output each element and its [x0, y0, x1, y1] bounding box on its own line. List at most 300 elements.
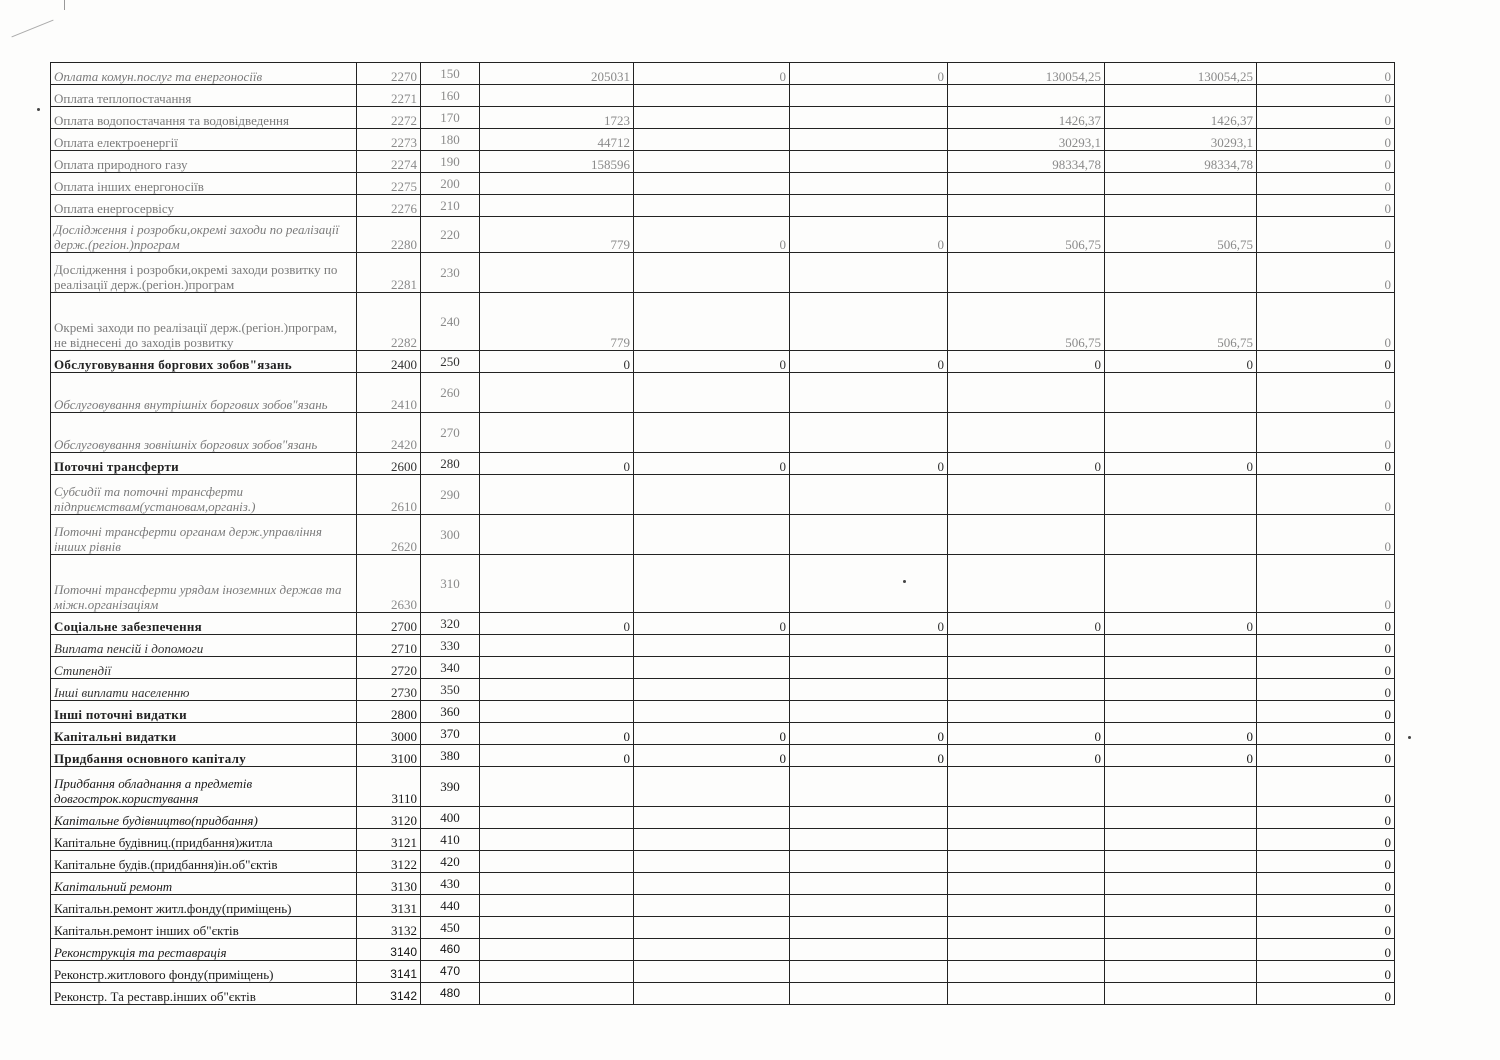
table-row [51, 917, 1395, 939]
item-name: Капітальне будівництво(придбання) [51, 807, 357, 829]
item-name: Реконструкція та реставрація [51, 939, 357, 961]
kekv-code: 2800 [357, 701, 421, 723]
value-col-1 [480, 173, 634, 195]
value-col-4: 30293,1 [948, 129, 1105, 151]
kekv-code: 3131 [357, 895, 421, 917]
row-code: 420 [421, 851, 480, 873]
value-col-1: 44712 [480, 129, 634, 151]
value-col-3 [790, 413, 948, 453]
value-col-1: 0 [480, 745, 634, 767]
table-row [51, 373, 1395, 413]
item-name: Поточні трансферти урядам іноземних держав та міжн.організаціям [51, 555, 357, 613]
kekv-code: 2710 [357, 635, 421, 657]
value-col-5: 0 [1105, 351, 1257, 373]
value-col-6: 0 [1257, 373, 1395, 413]
table-row [51, 895, 1395, 917]
value-col-2 [634, 293, 790, 351]
item-name: Реконстр. Та реставр.інших об"єктів [51, 983, 357, 1005]
value-col-2 [634, 151, 790, 173]
value-col-4 [948, 373, 1105, 413]
value-col-5: 506,75 [1105, 217, 1257, 253]
value-col-3: 0 [790, 745, 948, 767]
kekv-code: 2410 [357, 373, 421, 413]
kekv-code: 3142 [357, 983, 421, 1005]
item-name: Обслуговування внутрішніх боргових зобов"язань [51, 373, 357, 413]
scan-mark [11, 20, 53, 38]
value-col-2 [634, 515, 790, 555]
value-col-1 [480, 939, 634, 961]
value-col-4 [948, 679, 1105, 701]
item-name: Оплата комун.послуг та енергоносіїв [51, 63, 357, 85]
table-row [51, 453, 1395, 475]
row-code: 460 [421, 939, 480, 961]
value-col-5: 0 [1105, 453, 1257, 475]
value-col-5 [1105, 195, 1257, 217]
value-col-3 [790, 939, 948, 961]
value-col-2 [634, 961, 790, 983]
value-col-2 [634, 983, 790, 1005]
table-row [51, 723, 1395, 745]
value-col-1 [480, 475, 634, 515]
value-col-2 [634, 895, 790, 917]
row-code: 230 [421, 253, 480, 293]
row-code: 250 [421, 351, 480, 373]
value-col-6: 0 [1257, 767, 1395, 807]
kekv-code: 2420 [357, 413, 421, 453]
value-col-4: 506,75 [948, 293, 1105, 351]
item-name: Соціальне забезпечення [51, 613, 357, 635]
value-col-6: 0 [1257, 151, 1395, 173]
value-col-5: 0 [1105, 745, 1257, 767]
table-row [51, 613, 1395, 635]
table-row [51, 745, 1395, 767]
value-col-5 [1105, 829, 1257, 851]
value-col-6: 0 [1257, 939, 1395, 961]
table-row [51, 983, 1395, 1005]
value-col-2 [634, 173, 790, 195]
table-row [51, 807, 1395, 829]
value-col-4 [948, 635, 1105, 657]
value-col-6: 0 [1257, 129, 1395, 151]
kekv-code: 2270 [357, 63, 421, 85]
kekv-code: 2271 [357, 85, 421, 107]
table-body [51, 63, 1395, 1005]
table-row [51, 475, 1395, 515]
item-name: Оплата природного газу [51, 151, 357, 173]
value-col-4: 98334,78 [948, 151, 1105, 173]
row-code: 360 [421, 701, 480, 723]
value-col-6: 0 [1257, 413, 1395, 453]
kekv-code: 2281 [357, 253, 421, 293]
table-row [51, 635, 1395, 657]
value-col-6: 0 [1257, 475, 1395, 515]
value-col-2 [634, 635, 790, 657]
value-col-4: 0 [948, 613, 1105, 635]
row-code: 180 [421, 129, 480, 151]
value-col-3 [790, 293, 948, 351]
value-col-2 [634, 373, 790, 413]
value-col-1 [480, 917, 634, 939]
row-code: 150 [421, 63, 480, 85]
value-col-5: 1426,37 [1105, 107, 1257, 129]
kekv-code: 2700 [357, 613, 421, 635]
item-name: Капітальне будів.(придбання)ін.об"єктів [51, 851, 357, 873]
value-col-2 [634, 85, 790, 107]
value-col-2 [634, 107, 790, 129]
value-col-5 [1105, 373, 1257, 413]
value-col-2 [634, 657, 790, 679]
value-col-5: 130054,25 [1105, 63, 1257, 85]
value-col-2 [634, 475, 790, 515]
value-col-1: 1723 [480, 107, 634, 129]
table-row [51, 679, 1395, 701]
value-col-2 [634, 851, 790, 873]
row-code: 220 [421, 217, 480, 253]
value-col-6: 0 [1257, 657, 1395, 679]
table-row [51, 701, 1395, 723]
value-col-6: 0 [1257, 701, 1395, 723]
value-col-1 [480, 851, 634, 873]
value-col-1: 0 [480, 613, 634, 635]
item-name: Оплата водопостачання та водовідведення [51, 107, 357, 129]
value-col-6: 0 [1257, 613, 1395, 635]
value-col-5: 0 [1105, 613, 1257, 635]
value-col-3 [790, 373, 948, 413]
value-col-5 [1105, 515, 1257, 555]
item-name: Окремі заходи по реалізації держ.(регіон.)програм, не віднесені до заходів розвитку [51, 293, 357, 351]
value-col-4: 0 [948, 723, 1105, 745]
item-name: Капітальний ремонт [51, 873, 357, 895]
value-col-6: 0 [1257, 293, 1395, 351]
value-col-3 [790, 555, 948, 613]
value-col-2 [634, 701, 790, 723]
row-code: 280 [421, 453, 480, 475]
value-col-3: 0 [790, 63, 948, 85]
table-row [51, 107, 1395, 129]
kekv-code: 3110 [357, 767, 421, 807]
item-name: Оплата інших енергоносіїв [51, 173, 357, 195]
row-code: 390 [421, 767, 480, 807]
value-col-5 [1105, 961, 1257, 983]
value-col-1 [480, 413, 634, 453]
value-col-1 [480, 983, 634, 1005]
value-col-3: 0 [790, 217, 948, 253]
expenditure-table [50, 62, 1395, 1005]
kekv-code: 2720 [357, 657, 421, 679]
row-code: 480 [421, 983, 480, 1005]
value-col-4 [948, 195, 1105, 217]
value-col-6: 0 [1257, 635, 1395, 657]
kekv-code: 2630 [357, 555, 421, 613]
value-col-6: 0 [1257, 195, 1395, 217]
value-col-6: 0 [1257, 253, 1395, 293]
row-code: 330 [421, 635, 480, 657]
value-col-2 [634, 917, 790, 939]
value-col-1 [480, 807, 634, 829]
value-col-3 [790, 107, 948, 129]
value-col-6: 0 [1257, 173, 1395, 195]
item-name: Обслуговування боргових зобов"язань [51, 351, 357, 373]
value-col-2 [634, 767, 790, 807]
kekv-code: 2272 [357, 107, 421, 129]
value-col-6: 0 [1257, 961, 1395, 983]
row-code: 260 [421, 373, 480, 413]
value-col-6: 0 [1257, 63, 1395, 85]
kekv-code: 3122 [357, 851, 421, 873]
value-col-3 [790, 253, 948, 293]
value-col-5 [1105, 939, 1257, 961]
kekv-code: 3132 [357, 917, 421, 939]
item-name: Капітальн.ремонт житл.фонду(приміщень) [51, 895, 357, 917]
scan-speck [903, 580, 906, 583]
value-col-3: 0 [790, 613, 948, 635]
value-col-4 [948, 961, 1105, 983]
value-col-5 [1105, 657, 1257, 679]
value-col-6: 0 [1257, 851, 1395, 873]
kekv-code: 2600 [357, 453, 421, 475]
item-name: Субсидії та поточні трансферти підприємствам(установам,організ.) [51, 475, 357, 515]
value-col-1: 158596 [480, 151, 634, 173]
value-col-5 [1105, 767, 1257, 807]
item-name: Капітальні видатки [51, 723, 357, 745]
value-col-4: 0 [948, 351, 1105, 373]
value-col-3 [790, 807, 948, 829]
value-col-3 [790, 961, 948, 983]
table-row [51, 413, 1395, 453]
kekv-code: 3141 [357, 961, 421, 983]
kekv-code: 3000 [357, 723, 421, 745]
value-col-5 [1105, 253, 1257, 293]
value-col-1 [480, 657, 634, 679]
item-name: Поточні трансферти органам держ.управління інших рівнів [51, 515, 357, 555]
value-col-5 [1105, 173, 1257, 195]
value-col-5 [1105, 635, 1257, 657]
value-col-4 [948, 657, 1105, 679]
row-code: 350 [421, 679, 480, 701]
value-col-6: 0 [1257, 807, 1395, 829]
value-col-4 [948, 917, 1105, 939]
kekv-code: 3120 [357, 807, 421, 829]
value-col-2 [634, 555, 790, 613]
value-col-3 [790, 829, 948, 851]
value-col-4 [948, 829, 1105, 851]
table-row [51, 293, 1395, 351]
item-name: Дослідження і розробки,окремі заходи розвитку по реалізації держ.(регіон.)програм [51, 253, 357, 293]
row-code: 450 [421, 917, 480, 939]
value-col-6: 0 [1257, 873, 1395, 895]
kekv-code: 2274 [357, 151, 421, 173]
value-col-3 [790, 873, 948, 895]
value-col-3 [790, 767, 948, 807]
table-row [51, 939, 1395, 961]
value-col-6: 0 [1257, 555, 1395, 613]
row-code: 310 [421, 555, 480, 613]
value-col-1 [480, 195, 634, 217]
value-col-6: 0 [1257, 351, 1395, 373]
kekv-code: 3121 [357, 829, 421, 851]
row-code: 210 [421, 195, 480, 217]
value-col-3 [790, 657, 948, 679]
value-col-4 [948, 873, 1105, 895]
kekv-code: 3100 [357, 745, 421, 767]
value-col-6: 0 [1257, 679, 1395, 701]
value-col-5 [1105, 679, 1257, 701]
table-row [51, 195, 1395, 217]
kekv-code: 2276 [357, 195, 421, 217]
value-col-6: 0 [1257, 107, 1395, 129]
value-col-4 [948, 413, 1105, 453]
value-col-4 [948, 851, 1105, 873]
value-col-2 [634, 829, 790, 851]
value-col-3 [790, 151, 948, 173]
value-col-3 [790, 635, 948, 657]
value-col-4 [948, 173, 1105, 195]
scan-speck [1408, 736, 1411, 739]
table-row [51, 351, 1395, 373]
value-col-3 [790, 983, 948, 1005]
value-col-1 [480, 555, 634, 613]
row-code: 380 [421, 745, 480, 767]
value-col-6: 0 [1257, 745, 1395, 767]
row-code: 170 [421, 107, 480, 129]
value-col-4 [948, 475, 1105, 515]
value-col-6: 0 [1257, 983, 1395, 1005]
scan-mark [64, 0, 65, 10]
value-col-5 [1105, 413, 1257, 453]
value-col-6: 0 [1257, 217, 1395, 253]
scan-speck [37, 108, 40, 111]
value-col-3: 0 [790, 453, 948, 475]
value-col-3: 0 [790, 351, 948, 373]
kekv-code: 3130 [357, 873, 421, 895]
row-code: 410 [421, 829, 480, 851]
kekv-code: 2620 [357, 515, 421, 555]
table-row [51, 173, 1395, 195]
item-name: Стипендії [51, 657, 357, 679]
value-col-3 [790, 475, 948, 515]
kekv-code: 2275 [357, 173, 421, 195]
value-col-4 [948, 85, 1105, 107]
value-col-3 [790, 851, 948, 873]
value-col-5 [1105, 555, 1257, 613]
value-col-1: 0 [480, 723, 634, 745]
value-col-5 [1105, 701, 1257, 723]
row-code: 320 [421, 613, 480, 635]
value-col-6: 0 [1257, 917, 1395, 939]
value-col-5 [1105, 85, 1257, 107]
value-col-1 [480, 635, 634, 657]
value-col-1 [480, 85, 634, 107]
value-col-2: 0 [634, 351, 790, 373]
row-code: 440 [421, 895, 480, 917]
value-col-2 [634, 939, 790, 961]
value-col-2 [634, 253, 790, 293]
value-col-4: 130054,25 [948, 63, 1105, 85]
value-col-5 [1105, 895, 1257, 917]
row-code: 370 [421, 723, 480, 745]
item-name: Капітальн.ремонт інших об"єктів [51, 917, 357, 939]
row-code: 400 [421, 807, 480, 829]
value-col-1 [480, 829, 634, 851]
row-code: 430 [421, 873, 480, 895]
value-col-2 [634, 129, 790, 151]
value-col-3 [790, 129, 948, 151]
value-col-1 [480, 373, 634, 413]
value-col-2: 0 [634, 613, 790, 635]
value-col-6: 0 [1257, 85, 1395, 107]
table-row [51, 515, 1395, 555]
kekv-code: 2282 [357, 293, 421, 351]
value-col-5: 506,75 [1105, 293, 1257, 351]
value-col-5 [1105, 983, 1257, 1005]
item-name: Дослідження і розробки,окремі заходи по реалізації держ.(регіон.)програм [51, 217, 357, 253]
item-name: Оплата теплопостачання [51, 85, 357, 107]
value-col-4: 1426,37 [948, 107, 1105, 129]
value-col-1 [480, 701, 634, 723]
item-name: Придбання обладнання а предметів довгострок.користування [51, 767, 357, 807]
value-col-6: 0 [1257, 453, 1395, 475]
value-col-2: 0 [634, 745, 790, 767]
value-col-3 [790, 895, 948, 917]
table-row [51, 129, 1395, 151]
table-row [51, 873, 1395, 895]
value-col-4: 0 [948, 453, 1105, 475]
value-col-5 [1105, 873, 1257, 895]
table-row [51, 829, 1395, 851]
value-col-1 [480, 679, 634, 701]
value-col-2: 0 [634, 453, 790, 475]
value-col-4 [948, 807, 1105, 829]
value-col-1: 0 [480, 453, 634, 475]
item-name: Капітальне будівниц.(придбання)житла [51, 829, 357, 851]
value-col-4: 0 [948, 745, 1105, 767]
item-name: Оплата енергосервісу [51, 195, 357, 217]
row-code: 270 [421, 413, 480, 453]
table-row [51, 217, 1395, 253]
value-col-3 [790, 195, 948, 217]
value-col-1: 779 [480, 293, 634, 351]
kekv-code: 2280 [357, 217, 421, 253]
table-row [51, 555, 1395, 613]
value-col-4 [948, 895, 1105, 917]
value-col-5: 30293,1 [1105, 129, 1257, 151]
item-name: Обслуговування зовнішніх боргових зобов"язань [51, 413, 357, 453]
value-col-5: 0 [1105, 723, 1257, 745]
kekv-code: 2730 [357, 679, 421, 701]
value-col-2 [634, 679, 790, 701]
row-code: 240 [421, 293, 480, 351]
value-col-6: 0 [1257, 515, 1395, 555]
table-row [51, 657, 1395, 679]
value-col-1: 205031 [480, 63, 634, 85]
value-col-3 [790, 701, 948, 723]
item-name: Поточні трансферти [51, 453, 357, 475]
value-col-5 [1105, 807, 1257, 829]
value-col-6: 0 [1257, 829, 1395, 851]
value-col-3 [790, 85, 948, 107]
value-col-5 [1105, 475, 1257, 515]
value-col-1 [480, 515, 634, 555]
item-name: Інші виплати населенню [51, 679, 357, 701]
kekv-code: 2273 [357, 129, 421, 151]
value-col-2: 0 [634, 723, 790, 745]
kekv-code: 3140 [357, 939, 421, 961]
value-col-1 [480, 767, 634, 807]
row-code: 190 [421, 151, 480, 173]
item-name: Придбання основного капіталу [51, 745, 357, 767]
value-col-5: 98334,78 [1105, 151, 1257, 173]
value-col-6: 0 [1257, 723, 1395, 745]
